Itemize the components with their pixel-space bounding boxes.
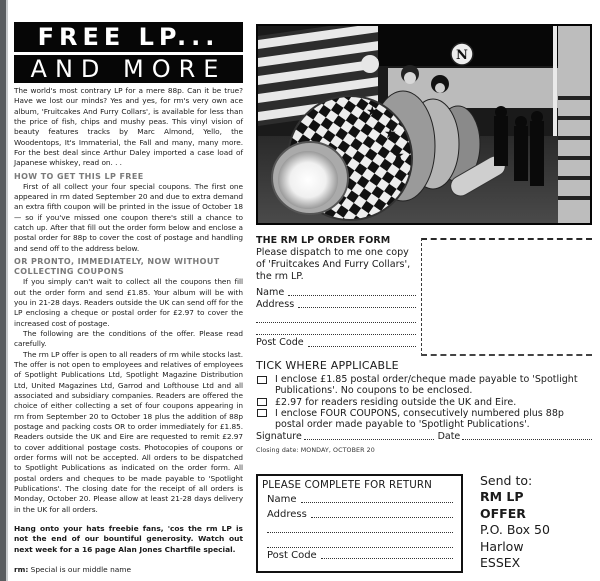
svg-text:★: ★: [384, 126, 397, 142]
send-to-line: OFFER: [480, 505, 526, 521]
send-to-label: Send to:: [480, 473, 533, 488]
return-form: [256, 474, 463, 573]
conditions-paragraph: The rm LP offer is open to all readers of rm while stocks last. The offer is not open to employees and relatives of employees of Spotlight Publications Ltd, Spotlight Magazine Distribution Ltd, United Magazines Ltd, Garrod and Lofthouse Ltd and all associated and subsidiary companies. Readers are offered the choice of either collecting a set of four coupons appearing in rm from September 20 to October 18 plus the addition of 88p postage and packing costs OR to order immediately for £1.85. Readers outside the UK and Eire are requested to remit £2.97 to cover additional postage costs. Photocopies of coupons or order forms will not be accepted. All orders to be dispatched to Spotlight Publications as indicated on the order form. All postal orders and cheques to be made payable to 'Spotlight Publications'. The closing date for the receipt of all orders is Monday, October 20. Please allow at least 21-28 days delivery in the UK for all orders.: [14, 349, 243, 514]
return-address-line-3[interactable]: [267, 533, 453, 548]
tick-option-label: I enclose £1.85 postal order/cheque made payable to 'Spotlight Publications'. No coupons to be enclosed.: [275, 374, 578, 397]
signature-field[interactable]: [304, 431, 434, 439]
order-address-field[interactable]: [256, 299, 416, 311]
rocket-photo: [256, 24, 592, 225]
signoff-brand: rm:: [14, 565, 29, 575]
order-address-label: Address: [256, 298, 295, 310]
headline-and-more: AND MORE: [14, 55, 243, 83]
tick-option-3[interactable]: [256, 408, 592, 431]
order-form: [256, 235, 416, 350]
order-name-field[interactable]: [256, 287, 416, 299]
scan-edge-highlight: [6, 0, 8, 581]
article-paragraph: The following are the conditions of the offer. Please read carefully.: [14, 328, 243, 349]
subhead-how-to-get: HOW TO GET THIS LP FREE: [14, 171, 144, 181]
rocket-photo-illustration: [258, 26, 590, 223]
tick-heading: TICK WHERE APPLICABLE: [256, 359, 399, 372]
send-to-line: Harlow: [480, 538, 524, 554]
svg-text:★: ★: [366, 104, 379, 120]
tick-option-label: £2.97 for readers residing outside the UK and Eire.: [275, 396, 517, 408]
return-form-title: PLEASE COMPLETE FOR RETURN: [262, 479, 432, 491]
order-name-label: Name: [256, 286, 285, 298]
closing-announcement: Hang onto your hats freebie fans, 'cos the rm LP is not the end of our bountiful generosity. Watch out next week for a 16 page Alan Jones Chartfile special.: [14, 524, 243, 554]
return-postcode-label: Post Code: [267, 550, 317, 561]
order-postcode-field[interactable]: [256, 337, 416, 349]
coupon-placeholder-box: [421, 238, 592, 356]
date-label: Date: [437, 431, 461, 443]
signature-label: Signature: [256, 431, 302, 443]
order-postcode-label: Post Code: [256, 337, 304, 349]
order-form-instructions: Please dispatch to me one copy of 'Fruitcakes And Furry Collars', the rm LP.: [256, 247, 411, 283]
tick-option-label: I enclose FOUR COUPONS, consecutively numbered plus 88p postal order made payable to 'Spotlight Publications'.: [275, 407, 564, 431]
headline-free-lp: FREE LP...: [14, 22, 243, 52]
tick-option-1[interactable]: [256, 374, 592, 397]
order-address-line-2[interactable]: [256, 311, 416, 323]
signature-date-row: [256, 431, 592, 442]
order-address-line-3[interactable]: [256, 323, 416, 335]
send-to-address: [480, 473, 550, 571]
svg-text:★: ★: [392, 148, 405, 164]
return-name-dots: [301, 492, 453, 503]
checkbox[interactable]: [257, 409, 267, 417]
order-name-dots: [288, 287, 416, 296]
checkbox[interactable]: [257, 398, 267, 406]
article-intro: The world's most contrary LP for a mere 88p. Can it be true? Have we lost our minds? Yes and yes, for rm's very own ace album, 'Fruitcakes And Furry Collars', is available for less than the price of fish, chips and mushy peas. This vinyl vision of beauty features tracks by Marc Almond, Yello, the Woodentops, It's Immaterial, the Fall and many, many more. For the best deal since Arthur Daley imported a case load of Japanese whiskey, read on. . .: [14, 86, 243, 168]
return-name-label: Name: [267, 494, 297, 505]
signoff: [14, 565, 243, 575]
send-to-line: ESSEX: [480, 555, 521, 571]
send-to-line: RM LP: [480, 489, 524, 505]
order-form-title: THE RM LP ORDER FORM: [256, 235, 391, 246]
return-address-dots: [311, 507, 453, 518]
order-postcode-dots: [308, 337, 416, 346]
article-paragraph: If you simply can't wait to collect all the coupons then fill out the order form and send £1.85. Your album will be with you in 21-28 days. Readers outside the UK can send off for the LP enclosing a cheque or postal order for £2.97 to cover the increased cost of postage.: [14, 277, 243, 328]
return-name-field[interactable]: [262, 492, 461, 507]
closing-date: Closing date: MONDAY, OCTOBER 20: [256, 446, 375, 454]
tick-option-2[interactable]: [256, 397, 592, 408]
checkbox[interactable]: [257, 376, 267, 384]
send-to-line: P.O. Box 50: [480, 522, 550, 538]
return-address-line-2[interactable]: [267, 518, 453, 533]
return-address-label: Address: [267, 509, 307, 520]
tick-section: [256, 359, 592, 456]
article-paragraph: First of all collect your four special coupons. The first one appeared in rm dated September 20 and due to extra demand an extra fifth coupon will be printed in the issue of October 18 — so if you've missed one coupon there's still a chance to catch up. After that fill out the order form below and enclose a postal order for 88p to cover the cost of postage and handling and send off to the address below.: [14, 181, 243, 253]
svg-text:N: N: [456, 48, 468, 63]
signoff-text: Special is our middle name: [28, 565, 132, 575]
date-field[interactable]: [462, 431, 592, 439]
subhead-pronto: OR PRONTO, IMMEDIATELY, NOW WITHOUT COLLECTING COUPONS: [14, 257, 220, 277]
article-column: [14, 22, 243, 575]
return-postcode-field[interactable]: [262, 548, 461, 563]
return-postcode-dots: [321, 548, 453, 559]
order-address-dots: [298, 299, 416, 308]
